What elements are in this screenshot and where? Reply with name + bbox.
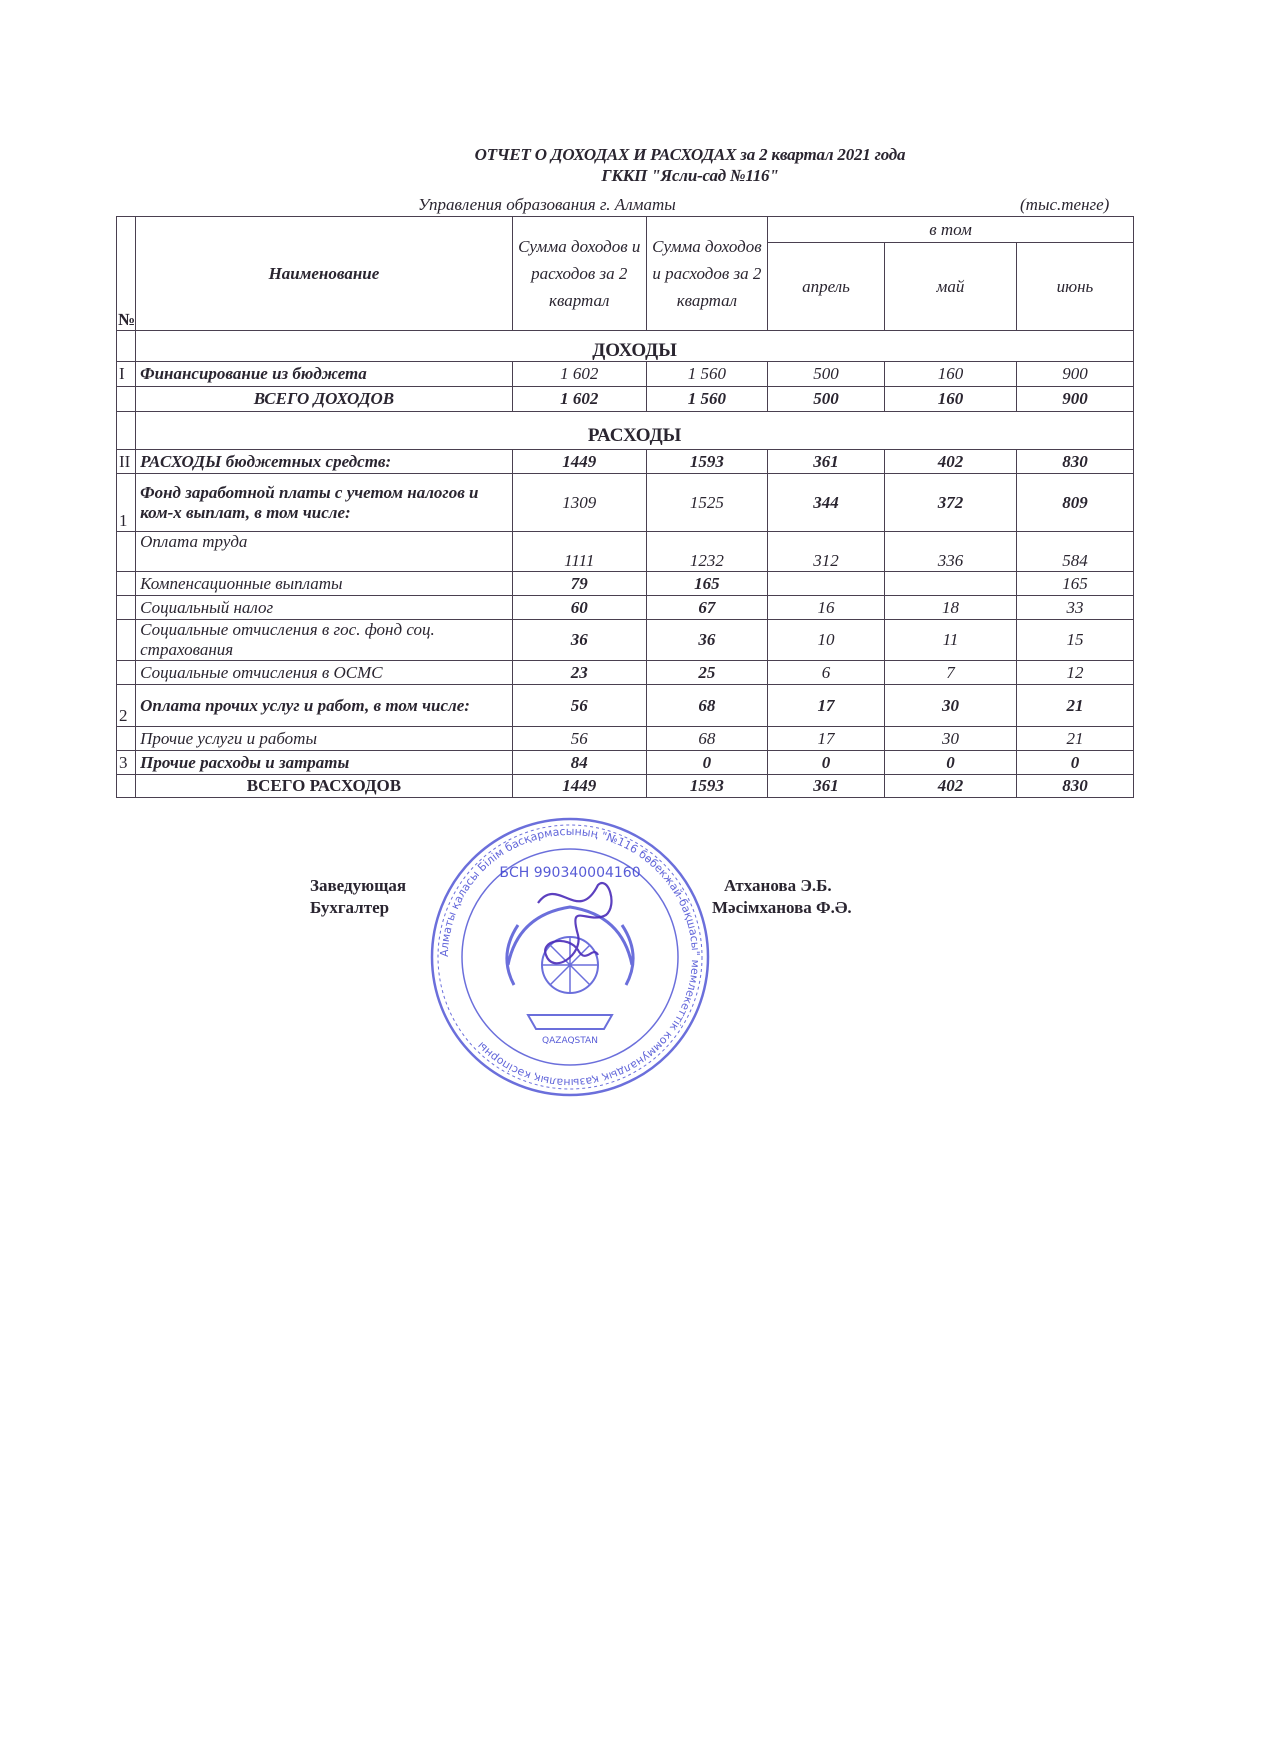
header-month-may: май [885,243,1017,331]
table-row [117,572,1134,596]
income-expense-table [116,216,1134,798]
row-value: 21 [1016,727,1133,751]
row-value: 56 [512,727,646,751]
signature-mark [538,883,611,963]
organization-name: ГККП "Ясли-сад №116" [601,166,779,185]
row-value: 165 [1016,572,1133,596]
expense-section-title: РАСХОДЫ [136,412,1134,450]
row-value: 1309 [512,474,646,532]
empty-cell [117,412,136,450]
row-value: 336 [885,532,1017,572]
empty-cell [117,775,136,798]
header-month-june: июнь [1016,243,1133,331]
report-title: ОТЧЕТ О ДОХОДАХ И РАСХОДАХ за 2 квартал 2021 года [474,145,906,164]
row-no [117,572,136,596]
total-value: 1 560 [646,387,767,412]
empty-cell [117,331,136,362]
row-value: 6 [768,661,885,685]
units-label: (тыс.тенге) [1020,195,1110,214]
row-value: 36 [646,620,767,661]
row-name: Социальные отчисления в гос. фонд соц. страхования [136,620,513,661]
expense-total-label: ВСЕГО РАСХОДОВ [136,775,513,798]
row-value: 10 [768,620,885,661]
row-value: 809 [1016,474,1133,532]
row-no [117,727,136,751]
table-row [117,596,1134,620]
expense-total-row [117,775,1134,798]
row-name: Финансирование из бюджета [136,362,513,387]
row-name: Прочие услуги и работы [136,727,513,751]
row-value: 79 [512,572,646,596]
table-row [117,532,1134,572]
row-value: 17 [768,685,885,727]
total-value: 402 [885,775,1017,798]
header-sum-actual: Сумма доходов и расходов за 2 квартал [646,217,767,331]
accountant-name: Мәсімханова Ф.Ә. [712,898,852,917]
table-row [117,474,1134,532]
row-value: 1 560 [646,362,767,387]
row-value: 584 [1016,532,1133,572]
total-value: 900 [1016,387,1133,412]
row-value: 84 [512,751,646,775]
row-value: 1111 [512,532,646,572]
row-name: Оплата труда [136,532,513,572]
row-value: 7 [885,661,1017,685]
row-value: 0 [1016,751,1133,775]
row-no [117,620,136,661]
row-value: 361 [768,450,885,474]
row-value: 1232 [646,532,767,572]
row-value: 0 [885,751,1017,775]
table-row [117,362,1134,387]
row-no: II [117,450,136,474]
row-name: Компенсационные выплаты [136,572,513,596]
row-name: Социальные отчисления в ОСМС [136,661,513,685]
row-value: 68 [646,727,767,751]
table-row [117,450,1134,474]
header-name: Наименование [136,217,513,331]
row-value: 25 [646,661,767,685]
header-month-april: апрель [768,243,885,331]
total-value: 830 [1016,775,1133,798]
row-value: 900 [1016,362,1133,387]
row-value: 402 [885,450,1017,474]
row-value [885,572,1017,596]
row-value: 16 [768,596,885,620]
stamp-outer-text: Алматы қаласы Білім басқармасының "№116 бөбекжай-бақшасы" мемлекеттік коммуналдық қазыналық кәсіпорны [437,824,703,1090]
total-value: 1449 [512,775,646,798]
table-row [117,661,1134,685]
row-value: 12 [1016,661,1133,685]
row-value: 17 [768,727,885,751]
row-value: 1 602 [512,362,646,387]
table-row [117,685,1134,727]
row-no [117,596,136,620]
row-no [117,532,136,572]
row-value: 344 [768,474,885,532]
row-value: 30 [885,727,1017,751]
total-value: 361 [768,775,885,798]
row-value: 830 [1016,450,1133,474]
income-section-title: ДОХОДЫ [136,331,1134,362]
header-sum-planned: Сумма доходов и расходов за 2 квартал [512,217,646,331]
row-no [117,661,136,685]
row-value: 1593 [646,450,767,474]
row-no: I [117,362,136,387]
department-name: Управления образования г. Алматы [418,195,676,214]
row-value: 30 [885,685,1017,727]
row-value: 1525 [646,474,767,532]
header-no: № [117,217,136,331]
row-value: 68 [646,685,767,727]
row-value: 23 [512,661,646,685]
row-value: 372 [885,474,1017,532]
total-value: 1593 [646,775,767,798]
row-value: 33 [1016,596,1133,620]
total-value: 1 602 [512,387,646,412]
table-row [117,620,1134,661]
table-row [117,727,1134,751]
row-value: 56 [512,685,646,727]
income-section-row [117,331,1134,362]
row-value: 18 [885,596,1017,620]
row-value: 1449 [512,450,646,474]
row-value: 36 [512,620,646,661]
row-value: 160 [885,362,1017,387]
header-including: в том [768,217,1134,243]
row-name: Социальный налог [136,596,513,620]
row-value: 165 [646,572,767,596]
stamp-country: QAZAQSTAN [542,1036,598,1046]
row-value: 21 [1016,685,1133,727]
row-value: 0 [646,751,767,775]
row-name: Фонд заработной платы с учетом налогов и ком-х выплат, в том числе: [136,474,513,532]
row-name: РАСХОДЫ бюджетных средств: [136,450,513,474]
table-row [117,751,1134,775]
row-value: 15 [1016,620,1133,661]
row-no: 2 [117,685,136,727]
head-title: Заведующая [310,876,407,895]
row-value [768,572,885,596]
income-total-label: ВСЕГО ДОХОДОВ [136,387,513,412]
head-name: Атханова Э.Б. [724,876,832,895]
row-no: 1 [117,474,136,532]
income-total-row [117,387,1134,412]
row-value: 11 [885,620,1017,661]
row-value: 60 [512,596,646,620]
row-no: 3 [117,751,136,775]
official-stamp [428,815,712,1099]
row-value: 500 [768,362,885,387]
row-value: 0 [768,751,885,775]
total-value: 160 [885,387,1017,412]
total-value: 500 [768,387,885,412]
row-name: Оплата прочих услуг и работ, в том числе: [136,685,513,727]
accountant-title: Бухгалтер [310,898,390,917]
row-value: 312 [768,532,885,572]
row-name: Прочие расходы и затраты [136,751,513,775]
row-value: 67 [646,596,767,620]
stamp-bin: БСН 990340004160 [499,865,641,881]
empty-cell [117,387,136,412]
expense-section-row [117,412,1134,450]
